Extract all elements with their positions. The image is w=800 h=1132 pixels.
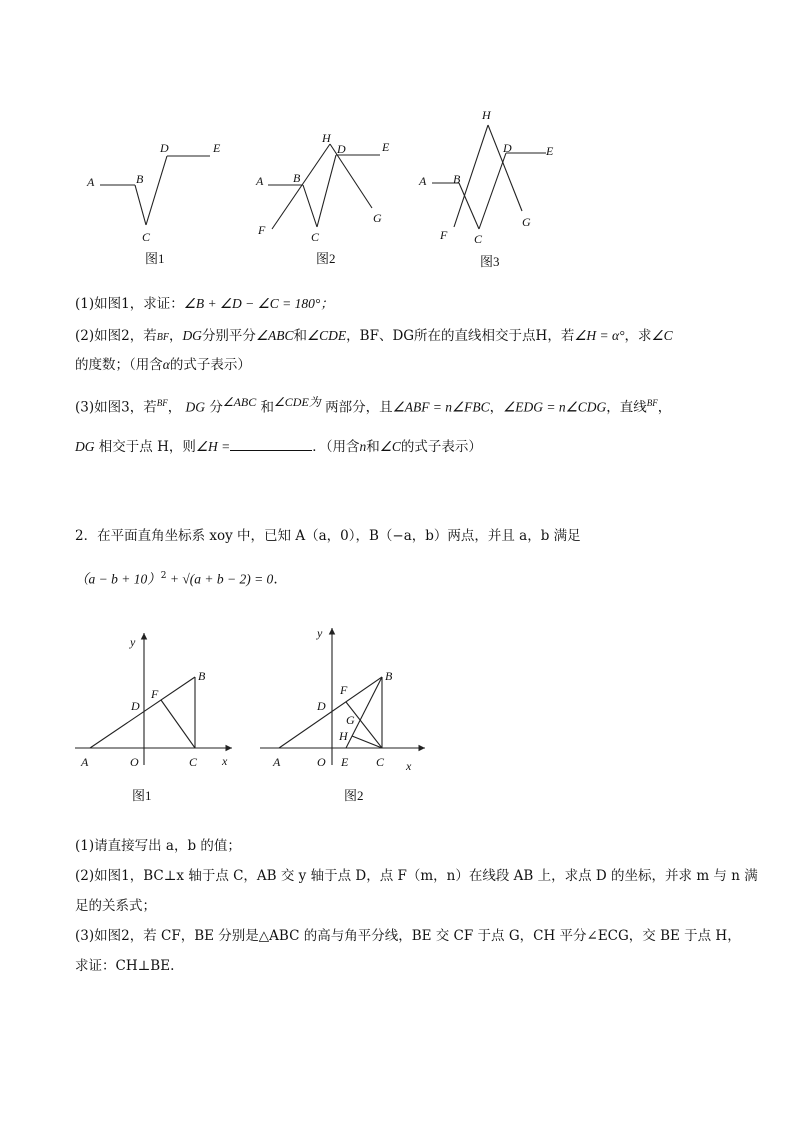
- coordinate-figure-2: [255, 620, 440, 810]
- figure-caption: 图1: [145, 251, 165, 266]
- figure-2: [250, 130, 410, 270]
- label-F: F: [258, 223, 266, 237]
- coordinate-figure-1: [70, 625, 245, 810]
- label-E: E: [382, 140, 390, 154]
- question-2-1: (1)请直接写出 a，b 的值；: [75, 838, 241, 854]
- label-D: D: [317, 699, 326, 713]
- label-C: C: [142, 230, 151, 244]
- label-E: E: [341, 755, 349, 769]
- label-C: C: [311, 230, 320, 244]
- question-2-3-cont: 求证：CH⊥BE.: [75, 958, 175, 974]
- label-B: B: [198, 669, 206, 683]
- question-1-2: (2)如图2，若BF，DG分别平分∠ABC和∠CDE，BF、DG所在的直线相交于点H，若∠H = α°，求∠C: [75, 328, 673, 344]
- label-O: O: [130, 755, 139, 769]
- question-2-2: (2)如图1，BC⊥x 轴于点 C，AB 交 y 轴于点 D，点 F（m，n）在线段 AB 上，求点 D 的坐标，并求 m 与 n 满: [75, 868, 758, 884]
- label-x: x: [406, 759, 412, 773]
- label-H: H: [482, 108, 491, 122]
- label-E: E: [213, 141, 221, 155]
- label-y: y: [130, 635, 136, 649]
- label-B: B: [453, 172, 461, 186]
- figure-caption: 图2: [316, 251, 336, 266]
- label-D: D: [160, 141, 169, 155]
- label-B: B: [136, 172, 144, 186]
- question-2-2-cont: 足的关系式；: [75, 898, 156, 914]
- figure-1: [80, 135, 250, 270]
- label-F: F: [151, 687, 159, 701]
- figure-caption: 图3: [480, 254, 500, 269]
- question-1-3-cont: DG 相交于点 H，则∠H = ．（用含n和∠C的式子表示）: [75, 439, 482, 455]
- label-B: B: [293, 171, 301, 185]
- label-B: B: [385, 669, 393, 683]
- label-C: C: [189, 755, 198, 769]
- label-x: x: [222, 754, 228, 768]
- question-1-3: (3)如图3，若$^{BF}$， DG 分∠ABC 和∠CDE为 两部分，且∠ABF = n∠FBC，∠EDG = n∠CDG，直线$^{BF}$，: [75, 395, 672, 416]
- label-C: C: [474, 232, 483, 246]
- label-A: A: [81, 755, 89, 769]
- label-C: C: [376, 755, 385, 769]
- figure-caption: 图1: [132, 788, 152, 803]
- label-A: A: [419, 174, 427, 188]
- label-H: H: [339, 729, 348, 743]
- problem-2-stem: 2．在平面直角坐标系 xoy 中，已知 A（a，0），B（−a，b）两点，并且 a，b 满足: [75, 528, 581, 544]
- problem-2-condition: $(a - b + 10)^2 + √(a + b - 2) = 0$.: [75, 571, 278, 588]
- label-O: O: [317, 755, 326, 769]
- label-y: y: [317, 626, 323, 640]
- label-A: A: [256, 174, 264, 188]
- label-G: G: [522, 215, 531, 229]
- figure-caption: 图2: [344, 788, 364, 803]
- question-2-3: (3)如图2，若 CF，BE 分别是△ABC 的高与角平分线，BE 交 CF 于点 G，CH 平分∠ECG，交 BE 于点 H，: [75, 928, 741, 944]
- label-H: H: [322, 131, 331, 145]
- label-F: F: [440, 228, 448, 242]
- label-F: F: [340, 683, 348, 697]
- label-E: E: [546, 144, 554, 158]
- question-1-1: (1)如图1，求证：∠B + ∠D − ∠C = 180°；: [75, 296, 334, 312]
- label-A: A: [87, 175, 95, 189]
- label-D: D: [131, 699, 140, 713]
- question-1-2-cont: 的度数；（用含α的式子表示）: [75, 357, 251, 373]
- label-D: D: [503, 141, 512, 155]
- answer-blank[interactable]: [230, 437, 312, 451]
- label-D: D: [337, 142, 346, 156]
- figure-3: [412, 105, 572, 273]
- label-G: G: [346, 713, 355, 727]
- label-A: A: [273, 755, 281, 769]
- label-G: G: [373, 211, 382, 225]
